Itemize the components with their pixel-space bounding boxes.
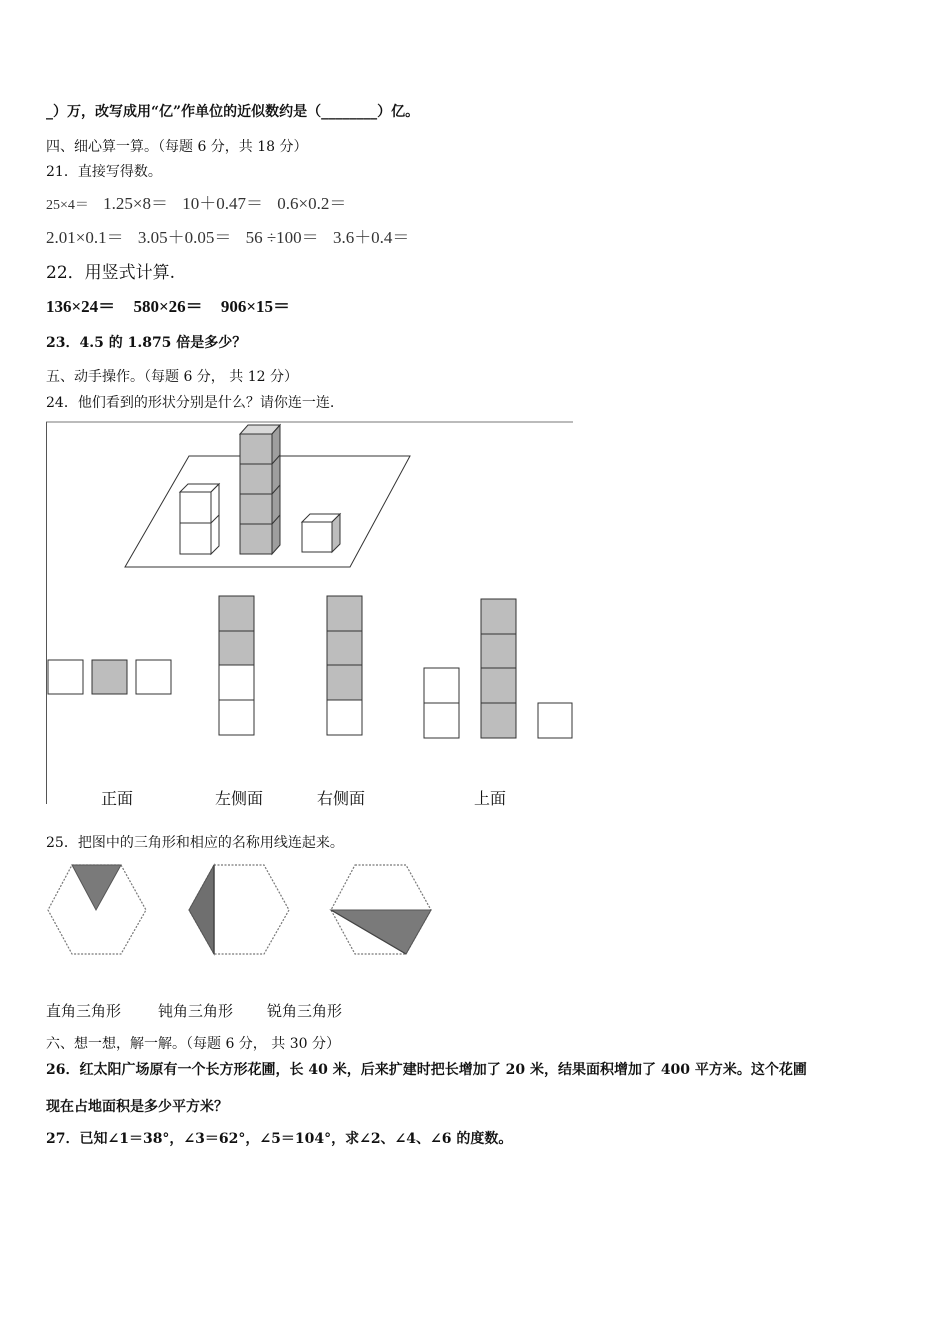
section-4-heading: 四、细心算一算。（每题 6 分，共 18 分） bbox=[46, 139, 308, 155]
question-24: 24．他们看到的形状分别是什么？请你连一连. bbox=[46, 395, 335, 411]
section-5-heading: 五、动手操作。（每题 6 分， 共 12 分） bbox=[46, 369, 298, 385]
mental-math-item: 3.05＋0.05＝ bbox=[137, 228, 232, 247]
mental-math-row-2 bbox=[46, 228, 419, 248]
section-6-heading: 六、想一想，解一解。（每题 6 分， 共 30 分） bbox=[46, 1036, 340, 1052]
view-label-left: 左侧面 bbox=[215, 789, 264, 808]
triangle-obtuse bbox=[189, 865, 214, 954]
question-26-cont: 现在占地面积是多少平方米？ bbox=[46, 1099, 228, 1115]
question-25: 25．把图中的三角形和相应的名称用线连起来。 bbox=[46, 835, 344, 851]
mental-math-item: 1.25×8＝ bbox=[103, 194, 168, 213]
vertical-calc-item: 580×26＝ bbox=[133, 297, 203, 316]
view-label-top: 上面 bbox=[474, 789, 507, 808]
triangle-name-obtuse: 钝角三角形 bbox=[158, 1002, 234, 1020]
fill-blank-line: _）万，改写成用“亿”作单位的近似数约是（________）亿。 bbox=[46, 104, 420, 120]
mental-math-item: 2.01×0.1＝ bbox=[46, 228, 124, 247]
question-27: 27．已知∠1＝38°，∠3＝62°，∠5＝104°，求∠2、∠4、∠6 的度数。 bbox=[46, 1131, 513, 1147]
mental-math-row-1 bbox=[46, 194, 356, 216]
question-26: 26．红太阳广场原有一个长方形花圃，长 40 米，后来扩建时把长增加了 20 米，结果面积增加了 400 平方米。这个花圃 bbox=[46, 1062, 807, 1078]
view-label-right: 右侧面 bbox=[317, 789, 366, 808]
triangle-name-right: 直角三角形 bbox=[46, 1002, 122, 1020]
mental-math-item: 10＋0.47＝ bbox=[182, 194, 263, 213]
question-21: 21．直接写得数。 bbox=[46, 164, 162, 180]
question-22: 22．用竖式计算. bbox=[46, 263, 176, 283]
question-23: 23．4.5 的 1.875 倍是多少？ bbox=[46, 335, 247, 351]
view-label-front: 正面 bbox=[101, 789, 134, 808]
cube-views-figure bbox=[46, 422, 576, 807]
mental-math-item: 56 ÷100＝ bbox=[245, 228, 319, 247]
vertical-calc-row bbox=[46, 297, 304, 317]
triangle-name-acute: 锐角三角形 bbox=[267, 1002, 343, 1020]
triangle-hexagons-figure bbox=[46, 862, 446, 962]
vertical-calc-item: 136×24＝ bbox=[46, 297, 116, 316]
mental-math-item: 25×4＝ bbox=[46, 198, 89, 213]
vertical-calc-item: 906×15＝ bbox=[220, 297, 291, 316]
mental-math-item: 3.6＋0.4＝ bbox=[332, 228, 410, 247]
mental-math-item: 0.6×0.2＝ bbox=[277, 194, 347, 213]
